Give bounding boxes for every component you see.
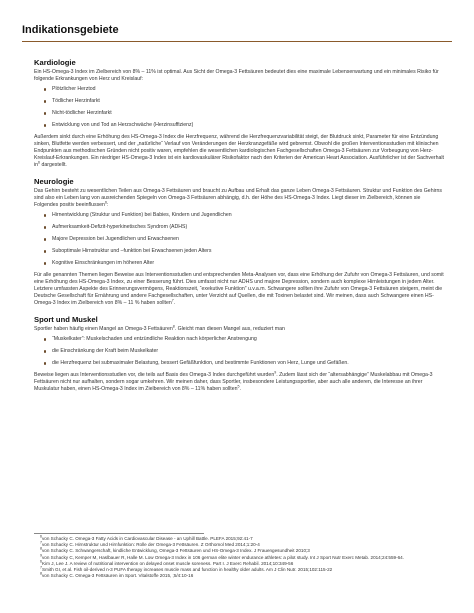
section-neurologie	[34, 177, 444, 307]
section-intro	[34, 188, 444, 209]
body-text: Beweise liegen aus Interventionsstudien vor, die teils auf Basis des Omega-3 Index durchgeführt wurden	[34, 372, 275, 378]
footnote-number: 8	[40, 546, 42, 551]
section-body	[34, 134, 444, 169]
footnote-text: von Schacky C. Schwangerschaft, kindliche Entwicklung, Omega-3 Fettsäuren und HS-Omega-3 Index. J Frauengesundheit 2010;3	[42, 548, 310, 554]
list-item: Plötzlicher Herztod	[44, 86, 444, 93]
list-item: die Herzfrequenz bei submaximaler Belastung, bessert Gefäßfunktion, und bestimmte Funktionen von Herz, Lunge und Gefäßen.	[44, 360, 444, 367]
footnote-text: von Schacky C. Omega-3 Fettsäuren im Sport. Vitalstoffe 2015, ;5/4:10-16	[42, 573, 194, 579]
intro-text: Sportler haben häufig einen Mangel an Omega-3 Fettsäuren	[34, 326, 173, 332]
body-text-mid: . Zudem lässt sich der “altersabhängige” Muskelabbau mit Omega-3 Fettsäuren nicht nur aufhalten, sondern sogar umkehren. Wir meinen daher, dass Sportler, insbesondere Leistungssportler, aber auch alle anderen, die Interesse an ihrer Muskulatur haben, einen HS-Omega-3 Index im Zielbereich von 8% – 11% haben sollten	[34, 372, 433, 392]
list-item: “Muskelkater”: Muskelschaden und entzündliche Reaktion nach körperlicher Anstrengung	[44, 336, 444, 343]
list-item: Majore Depression bei Jugendlichen und Erwachsenen	[44, 236, 444, 243]
list-item: Tödlicher Herzinfarkt	[44, 98, 444, 105]
footnote-ref[interactable]: 9	[274, 370, 277, 375]
section-sport	[34, 315, 444, 393]
footnote-text: von Schacky C, Kemper M, Haslbauer R, Halle M. Low Omega-3 Index in 106 german elite winter endurance athletes: a pilot study. Int J Sport Nutr Exerc Metab. 2014;24:559-64.	[42, 554, 404, 560]
body-text-end: .	[173, 300, 176, 306]
footnote-text: Kim J, Lee J. A review of nutritional intervention on delayed onset muscle soreness. Part I. J Exerc Rehabil. 2014;10:349-56	[42, 560, 294, 566]
body-text-end: dargestellt.	[40, 162, 67, 168]
section-heading: Kardiologie	[34, 58, 76, 67]
list-item: Hirnentwicklung (Struktur und Funktion) bei Babies, Kindern und Jugendlichen	[44, 212, 444, 219]
footnote-ref[interactable]: 7	[171, 298, 174, 303]
footnote-ref[interactable]: 6	[38, 160, 41, 165]
intro-text-end: :	[106, 202, 109, 208]
footnote-text: von Schacky C. Hirnstruktur und Hirnfunktion: Rolle der Omega-3 Fettsäuren. Z Orthomol Med 2014;1:20-4	[42, 542, 260, 548]
body-text: Außerdem sinkt durch eine Erhöhung des HS-Omega-3 Index die Herzfrequenz, während die Herzfrequenzvariabilität steigt, der Blutdruck sinkt, Parameter für eine Entzündung sinken, Blutfette werden verbessert, und der „natürliche“ Verlauf von Veränderungen der Herzkranzgefäße wird gebremst. Obwohl die großen Interventionsstudien mit klinischen Endpunkten aus methodischen Gründen nicht positiv waren, empfehlen die wesentlichen kardiologischen Fachgesellschaften Omega-3 Fettsäuren zur Vorbeugung von Herz-Kreislauf-Erkrankungen. Ein niedriger HS-Omega-3 Index ist ein kardiovaskulärer Risikofaktor nach den Kriterien der American Heart Association. Ausführlicher ist der Sachverhalt in	[34, 134, 445, 168]
list-item: Aufmerksamkeit-Defizit-hyperkinetisches Syndrom (ADHS)	[44, 224, 444, 231]
footnote	[40, 573, 444, 579]
bullet-list	[34, 336, 444, 367]
bullet-list	[34, 86, 444, 129]
body-text-end: .	[239, 386, 241, 392]
section-kardiologie	[34, 58, 444, 169]
section-body	[34, 272, 444, 307]
title-divider	[22, 41, 452, 42]
footnote-number: 6	[40, 534, 42, 539]
footnote-ref[interactable]: 8	[172, 324, 175, 329]
list-item: Suboptimale Hirnstruktur und –funktion bei Erwachsenen jeden Alters	[44, 248, 444, 255]
footnote-divider	[34, 533, 204, 534]
footnote-number: 7	[40, 565, 42, 570]
list-item: Nicht-tödlicher Herzinfarkt	[44, 110, 444, 117]
section-heading: Sport und Muskel	[34, 315, 98, 324]
footnote-number: 7	[40, 540, 42, 545]
list-item: Entwicklung von und Tod an Herzschwäche (Herzinsuffizienz)	[44, 122, 444, 129]
section-intro	[34, 326, 444, 333]
list-item: Kognitive Einschränkungen im höheren Alter	[44, 260, 444, 267]
section-intro: Ein HS-Omega-3 Index im Zielbereich von 8% – 11% ist optimal. Aus Sicht der Omega-3 Fettsäuren bedeutet dies eine maximale Lebenserwartung und ein minimales Risiko für folgende Erkrankungen von Herz und Kreislauf:	[34, 69, 439, 82]
bullet-list	[34, 212, 444, 267]
footnotes	[40, 536, 444, 579]
section-heading: Neurologie	[34, 177, 74, 186]
footnote-number: 9	[40, 553, 42, 558]
intro-text-end: . Gleicht man diesen Mangel aus, reduziert man	[174, 326, 285, 332]
footnote-number: 6	[40, 559, 42, 564]
list-item: die Einschränkung der Kraft beim Muskelkater	[44, 348, 444, 355]
footnote-ref[interactable]: 5	[237, 384, 240, 389]
footnote-number: 8	[40, 571, 42, 576]
section-body	[34, 372, 444, 393]
page-title: Indikationsgebiete	[22, 24, 119, 36]
intro-text: Das Gehirn besteht zu wesentlichen Teilen aus Omega-3 Fettsäuren und braucht zu Aufbau und Erhalt das ganze Leben Omega-3 Fettsäuren. Struktur und Funktion des Gehirns sind also ein Leben lang von ausreichenden Spiegeln von Omega-3 Fettsäuren abhängig, d.h. der Höhe des HS-Omega-3 Index. Liegt dieser im Zielbereich, können sie Folgendes positiv beeinflussen	[34, 188, 442, 208]
footnote-ref[interactable]: 6	[104, 200, 107, 205]
footnote-text: von Schacky C. Omega-3 Fatty Acids in Cardiovascular Disease - an Uphill Battle. PLEFA 2015;92:41-7	[42, 536, 253, 541]
body-text: Für alle genannten Themen liegen Beweise aus Interventionsstudien und entsprechenden Meta-Analysen vor, dass eine Erhöhung der Zufuhr von Omega-3 Fettsäuren, und somit eine Erhöhung des HS-Omega-3 Index, zu einer Besserung führt. Dies umfasst nicht nur ADHS und majore Depression, sondern auch komplexe Hirnleistungen in jedem Alter. Letztere umfassten Aspekte des Erinnerungsvermögens, Reaktionszeit, “exekutive Funktion” u.v.a.m. Schwangere sollten ihre Zufuhr von Omega-3 Fettsäuren steigern, meint die Deutsche Gesellschaft für Ernährung und andere Fachgesellschaften, unter Verzicht auf Quellen, die mit Toxinen belastet sind. Wir meinen, dass auch Schwangere einen HS-Omega-3 Index im Zielbereich von 8% – 11 % haben sollten	[34, 272, 444, 306]
main-content	[34, 50, 444, 396]
footnote-text: Smith GI, et al. Fish oil-derived n-3 PUFA therapy increases muscle mass and function in healthy older adults. Am J Clin Nutr. 2015;102:115-22	[42, 567, 333, 573]
